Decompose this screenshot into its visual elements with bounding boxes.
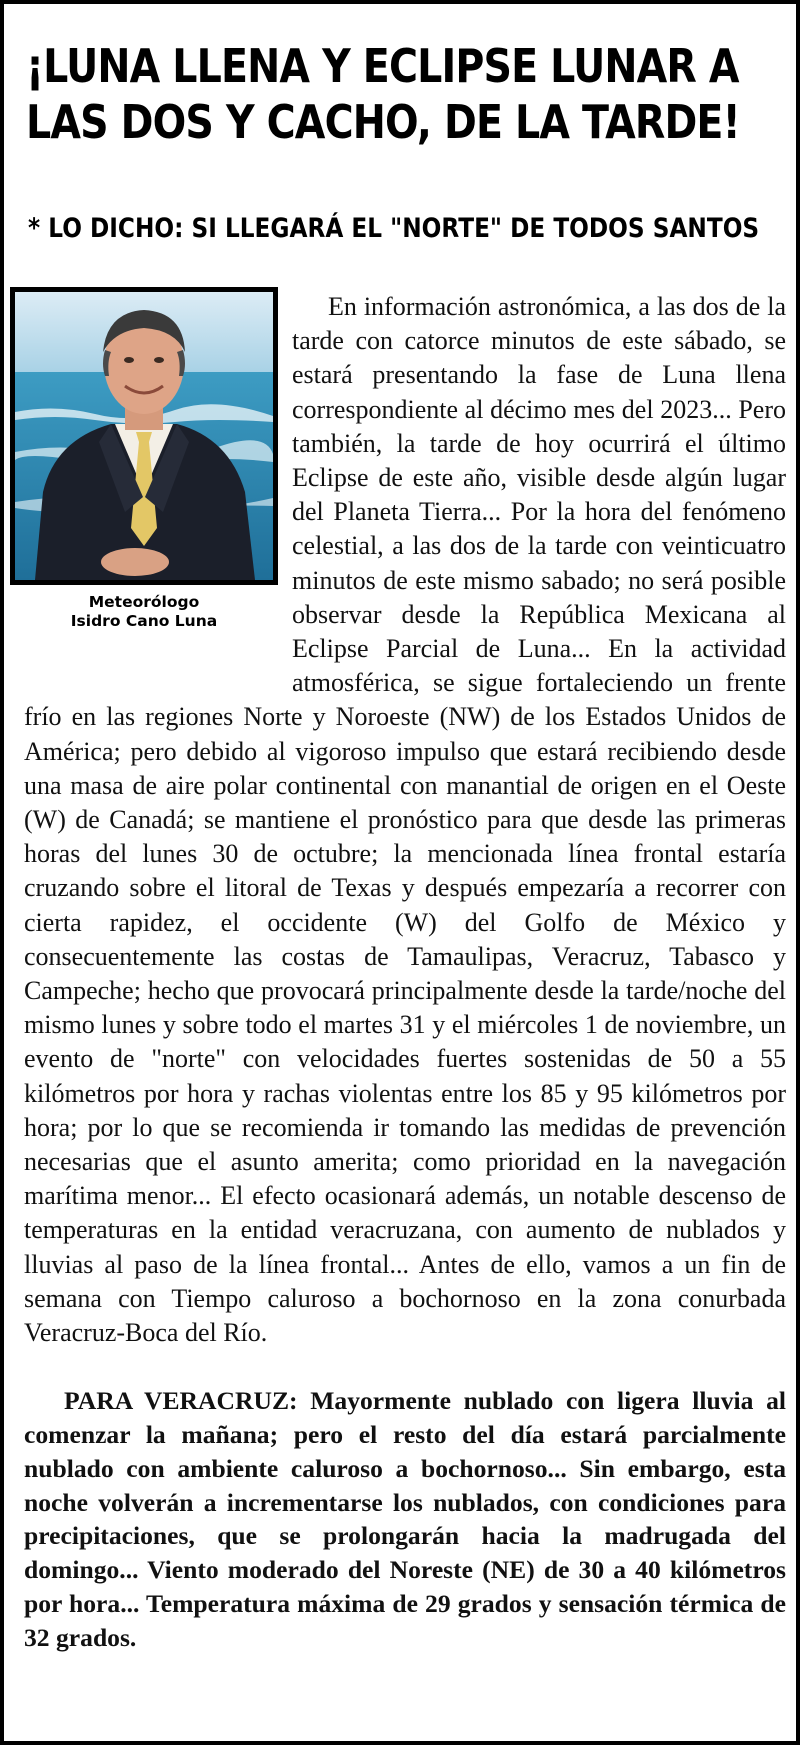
forecast-paragraph: PARA VERACRUZ: Mayormente nublado con ligera lluvia al comenzar la mañana; pero el resto del día estará parcialmente nublado con ambiente caluroso a bochornoso... Sin embargo, esta noche volverán a incrementarse los nublados, con condiciones para precipitaciones, que se prolongarán hacia la madrugada del domingo... Viento moderado del Noreste (NE) de 30 a 40 kilómetros por hora... Temperatura máxima de 29 grados y sensación térmica de 32 grados. [24,1386,786,1652]
caption-title: Meteorólogo [88,593,200,611]
body-paragraph: En información astronómica, a las dos de la tarde con catorce minutos de este sábado, se estará presentando la fase de Luna llena correspondiente al décimo mes del 2023... Pero también, la tarde de hoy ocurrirá el último Eclipse de este año, visible desde algún lugar del Planeta Tierra... Por la hora del fenómeno celestial, a las dos de la tarde con veinticuatro minutos de este mismo sabado; no será posible observar desde la República Mexicana al Eclipse Parcial de Luna... En la actividad atmosférica, se sigue fortaleciendo un frente frío en las regiones Norte y Noroeste (NW) de los Estados Unidos de América; pero debido al vigoroso impulso que estará recibiendo desde una masa de aire polar continental con manantial de origen en el Oeste (W) de Canadá; se mantiene el pronóstico para que desde las primeras horas del lunes 30 de octubre; la mencionada línea frontal estaría cruzando sobre el litoral de Texas y después empezaría a recorrer con cierta rapidez, el occidente (W) del Golfo de México y consecuentemente las costas de Tamaulipas, Veracruz, Tabasco y Campeche; hecho que provocará principalmente desde la tarde/noche del mismo lunes y sobre todo el martes 31 y el miércoles 1 de noviembre, un evento de "norte" con velocidades fuertes sostenidas de 50 a 55 kilómetros por hora y rachas violentas entre los 85 y 95 kilómetros por hora; por lo que se recomienda ir tomando las medidas de prevención necesarias que el asunto amerita; como prioridad en la navegación marítima menor... El efecto ocasionará además, un notable descenso de temperaturas en la entidad veracruzana, con aumento de nublados y lluvias al paso de la línea frontal... Antes de ello, vamos a un fin de semana con Tiempo caluroso a bochornoso en la zona conurbada Veracruz-Boca del Río. [24,292,786,1348]
caption-name: Isidro Cano Luna [70,612,218,630]
headline: ¡LUNA LLENA Y ECLIPSE LUNAR A LAS DOS Y CACHO, DE LA TARDE! [26,39,740,149]
subhead: * LO DICHO: SI LLEGARÁ EL "NORTE" DE TODOS SANTOS [28,213,760,244]
article-body [24,290,786,1655]
photo-spacer [24,290,292,668]
